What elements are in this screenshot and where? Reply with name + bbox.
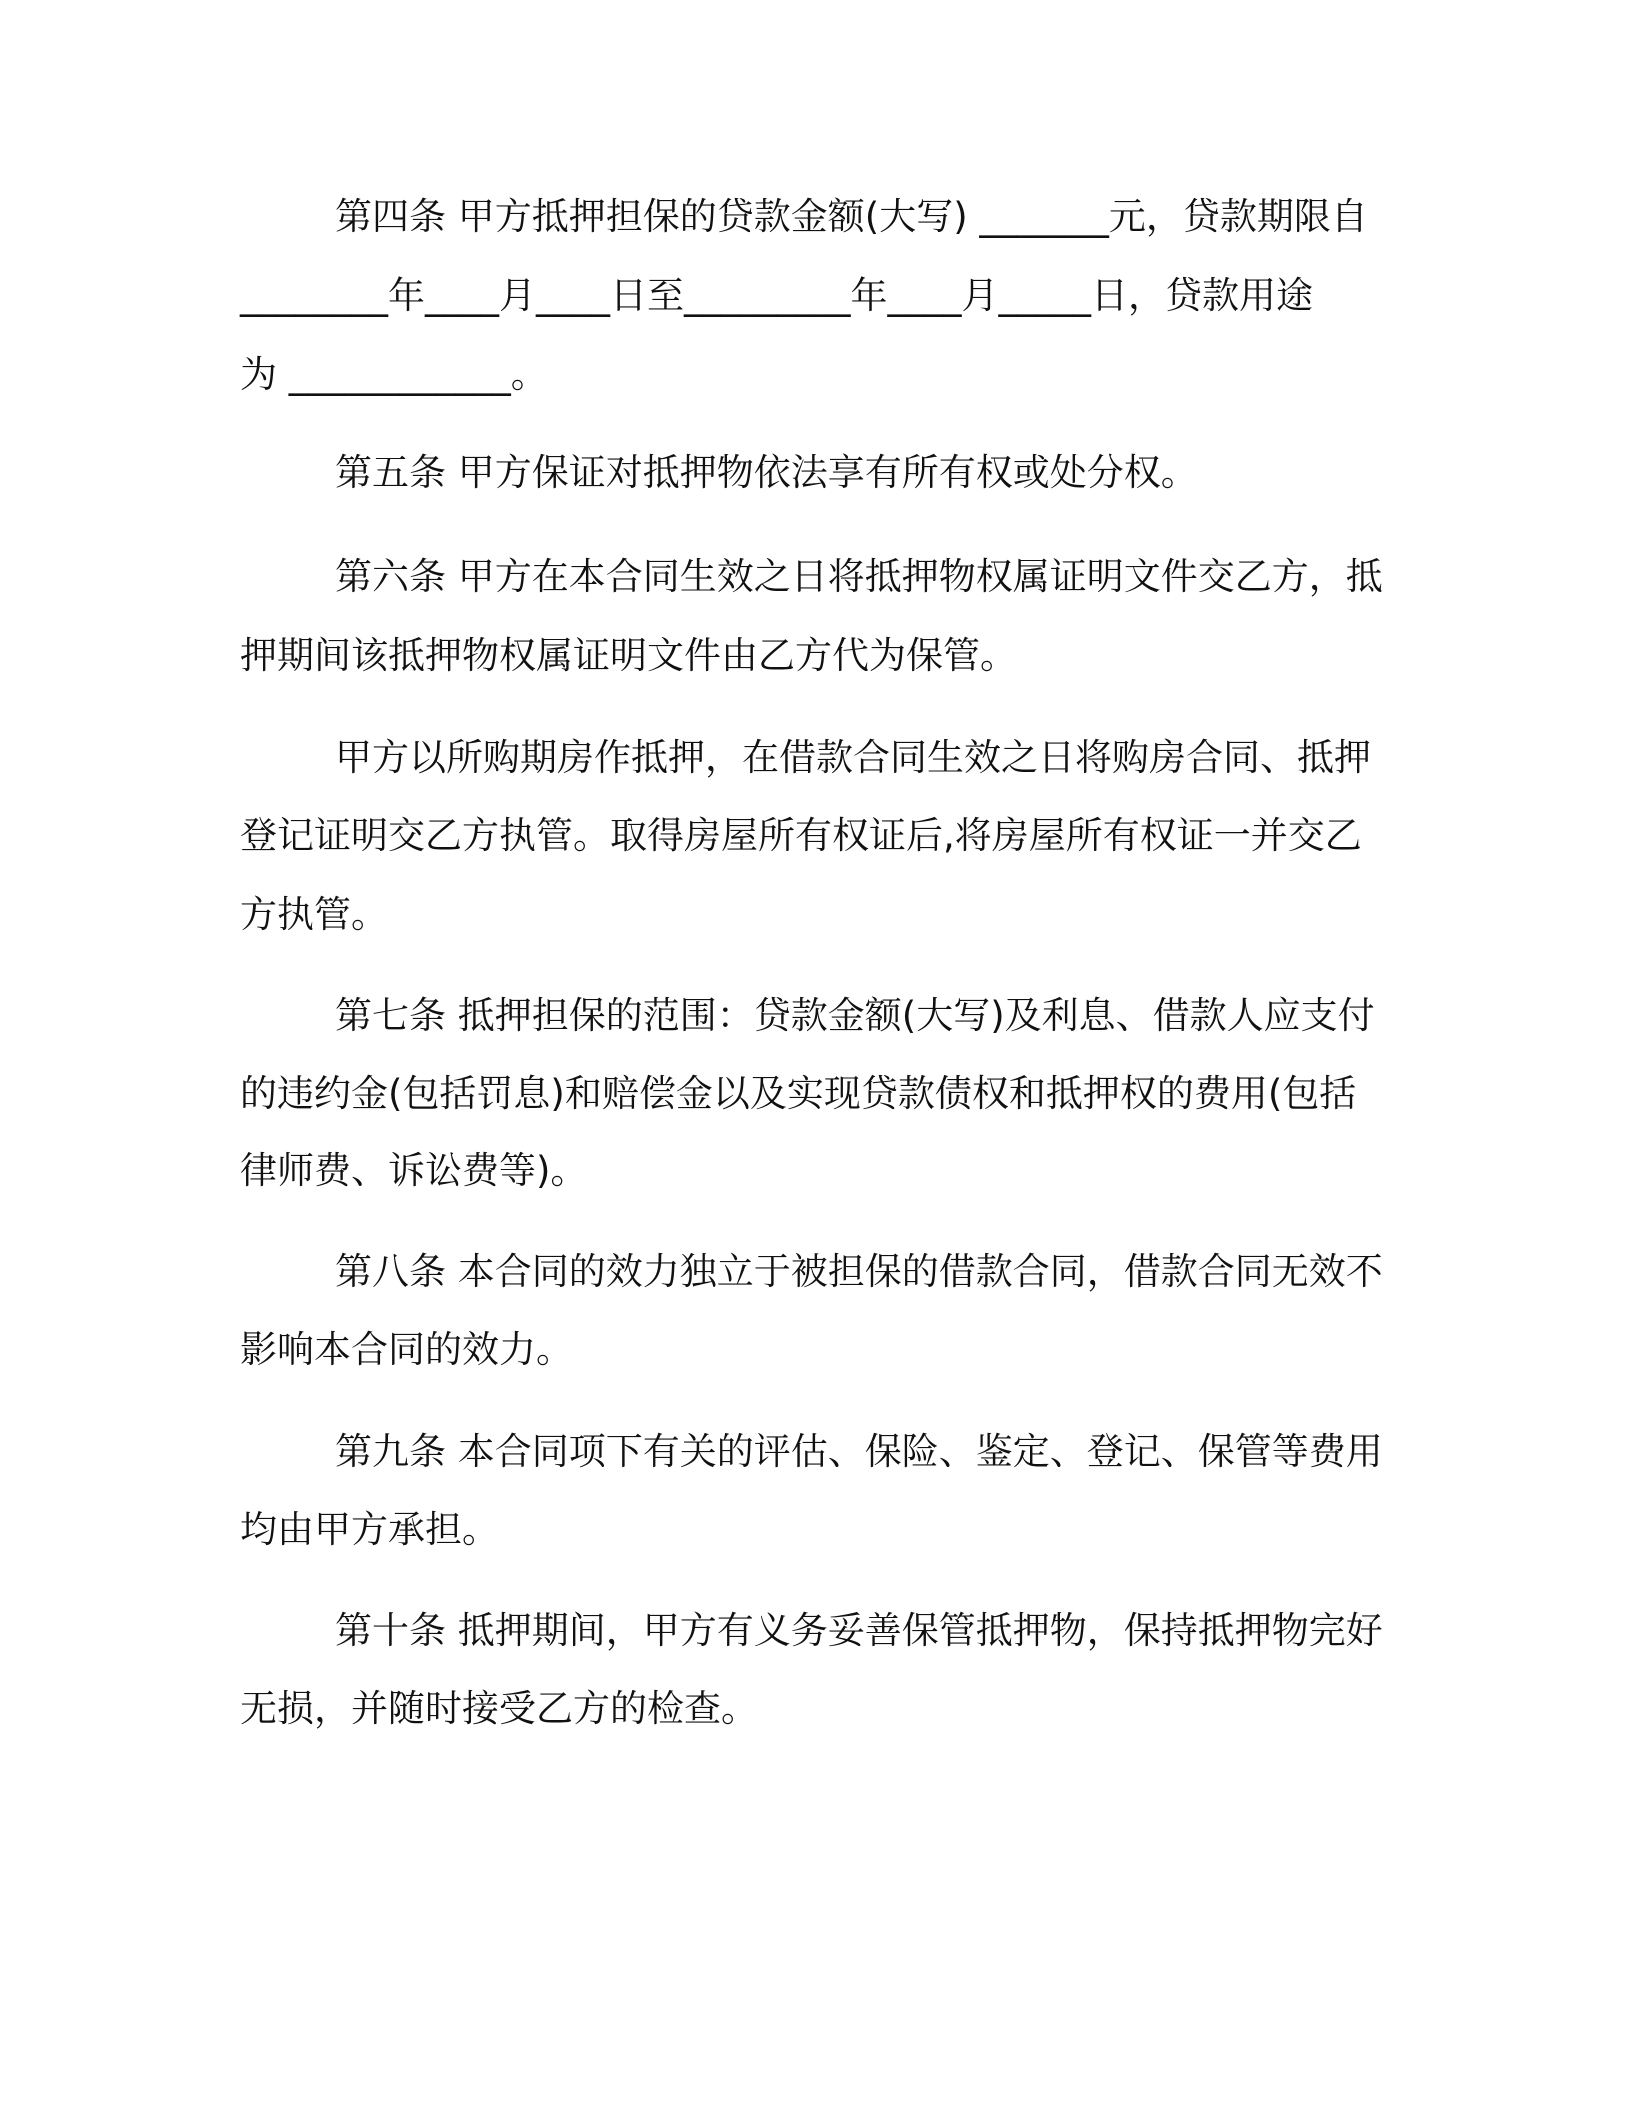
paragraph-line: 方执管。 (240, 893, 388, 936)
paragraph-line: 无损，并随时接受乙方的检查。 (240, 1687, 758, 1730)
paragraph-line: ________年____月____日至_________年____月_____日，贷款用途 (240, 274, 1313, 317)
paragraph-line: 押期间该抵押物权属证明文件由乙方代为保管。 (240, 634, 1017, 677)
paragraph-line: 第六条 甲方在本合同生效之日将抵押物权属证明文件交乙方，抵 (335, 555, 1383, 598)
paragraph-line: 第四条 甲方抵押担保的贷款金额(大写) _______元，贷款期限自 (335, 195, 1368, 238)
paragraph-line: 为 ____________。 (240, 353, 548, 396)
paragraph-line: 影响本合同的效力。 (240, 1328, 573, 1371)
paragraph-line: 甲方以所购期房作抵押，在借款合同生效之日将购房合同、抵押 (335, 736, 1371, 779)
paragraph-line: 第八条 本合同的效力独立于被担保的借款合同，借款合同无效不 (335, 1250, 1383, 1293)
paragraph-line: 的违约金(包括罚息)和赔偿金以及实现贷款债权和抵押权的费用(包括 (240, 1072, 1357, 1115)
paragraph-line: 第五条 甲方保证对抵押物依法享有所有权或处分权。 (335, 451, 1198, 494)
paragraph-line: 均由甲方承担。 (240, 1508, 499, 1551)
paragraph-line: 律师费、诉讼费等)。 (240, 1149, 588, 1192)
paragraph-line: 第七条 抵押担保的范围：贷款金额(大写)及利息、借款人应支付 (335, 994, 1375, 1037)
paragraph-line: 登记证明交乙方执管。取得房屋所有权证后,将房屋所有权证一并交乙 (240, 814, 1362, 857)
paragraph-line: 第九条 本合同项下有关的评估、保险、鉴定、登记、保管等费用 (335, 1430, 1383, 1473)
paragraph-line: 第十条 抵押期间，甲方有义务妥善保管抵押物，保持抵押物完好 (335, 1609, 1383, 1652)
